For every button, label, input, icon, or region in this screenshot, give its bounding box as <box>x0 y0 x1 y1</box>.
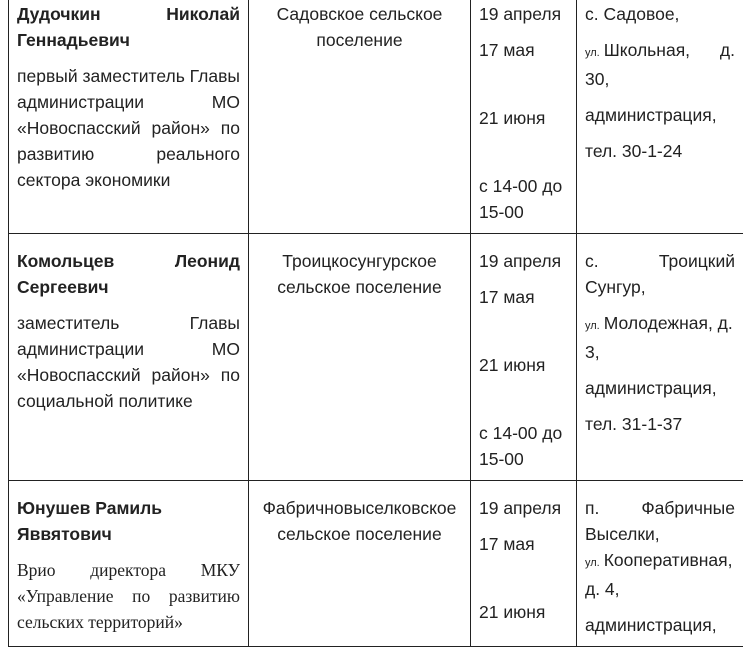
street-name: Школьная, д. 30, <box>585 40 735 89</box>
settlement-cell <box>249 234 471 481</box>
official-name <box>17 1 240 53</box>
official-name-line1: Юнушев Рамиль <box>17 498 163 518</box>
settlement-cell <box>249 0 471 234</box>
date-item: 17 мая <box>479 40 535 60</box>
street-prefix: ул. <box>585 557 600 569</box>
date-item: 21 июня <box>479 108 546 128</box>
address-cell <box>577 0 743 234</box>
official-position: заместитель Главы администрации МО «Новоспасский район» по социальной политике <box>17 313 240 411</box>
date-item: 19 апреля <box>479 4 562 24</box>
official-position: Врио директора МКУ «Управление по развитию сельских территорий» <box>17 560 240 632</box>
settlement-name: Садовское сельское поселение <box>276 4 443 50</box>
dates-cell <box>471 481 577 647</box>
date-item: 21 июня <box>479 355 546 375</box>
official-name <box>17 495 240 547</box>
settlement-cell <box>249 481 471 647</box>
dates-cell <box>471 0 577 234</box>
address-place: с. Садовое, <box>585 4 680 24</box>
address-org: администрация, <box>585 615 717 635</box>
address-cell <box>577 234 743 481</box>
reception-time: с 14-00 до 15-00 <box>479 423 563 469</box>
date-item: 19 апреля <box>479 498 562 518</box>
address-place: п. Фабричные Выселки, <box>585 498 735 544</box>
official-name-line2: Геннадьевич <box>17 30 130 50</box>
schedule-table <box>8 0 743 647</box>
settlement-name: Фабричновыселковское сельское поселение <box>262 498 457 544</box>
official-name-line2: Яввятович <box>17 524 112 544</box>
street-name: Кооперативная, д. 4, <box>585 550 733 599</box>
address-street <box>585 310 735 365</box>
official-position: первый заместитель Главы администрации МО «Новоспасский район» по развитию реального сектора экономики <box>17 66 240 190</box>
dates-cell <box>471 234 577 481</box>
address-phone: тел. 30-1-24 <box>585 141 683 161</box>
table-row <box>9 234 743 481</box>
address-street <box>585 547 735 602</box>
street-prefix: ул. <box>585 47 600 59</box>
official-name-line1: Дудочкин Николай <box>17 4 240 24</box>
address-org: администрация, <box>585 105 717 125</box>
table-row <box>9 0 743 234</box>
official-name-line1: Комольцев Леонид <box>17 251 240 271</box>
address-street <box>585 37 735 92</box>
settlement-name: Троицкосунгурское сельское поселение <box>277 251 442 297</box>
street-name: Молодежная, д. 3, <box>585 313 733 362</box>
date-item: 21 июня <box>479 602 546 622</box>
official-name-line2: Сергеевич <box>17 277 109 297</box>
official-name <box>17 248 240 300</box>
date-item: 17 мая <box>479 287 535 307</box>
address-cell <box>577 481 743 647</box>
address-phone: тел. 31-1-37 <box>585 414 683 434</box>
reception-time: с 14-00 до 15-00 <box>479 176 563 222</box>
official-cell <box>9 234 249 481</box>
address-org: администрация, <box>585 378 717 398</box>
street-prefix: ул. <box>585 320 600 332</box>
date-item: 17 мая <box>479 534 535 554</box>
official-cell <box>9 481 249 647</box>
table-row <box>9 481 743 647</box>
official-cell <box>9 0 249 234</box>
address-place: с. Троицкий Сунгур, <box>585 251 735 297</box>
date-item: 19 апреля <box>479 251 562 271</box>
